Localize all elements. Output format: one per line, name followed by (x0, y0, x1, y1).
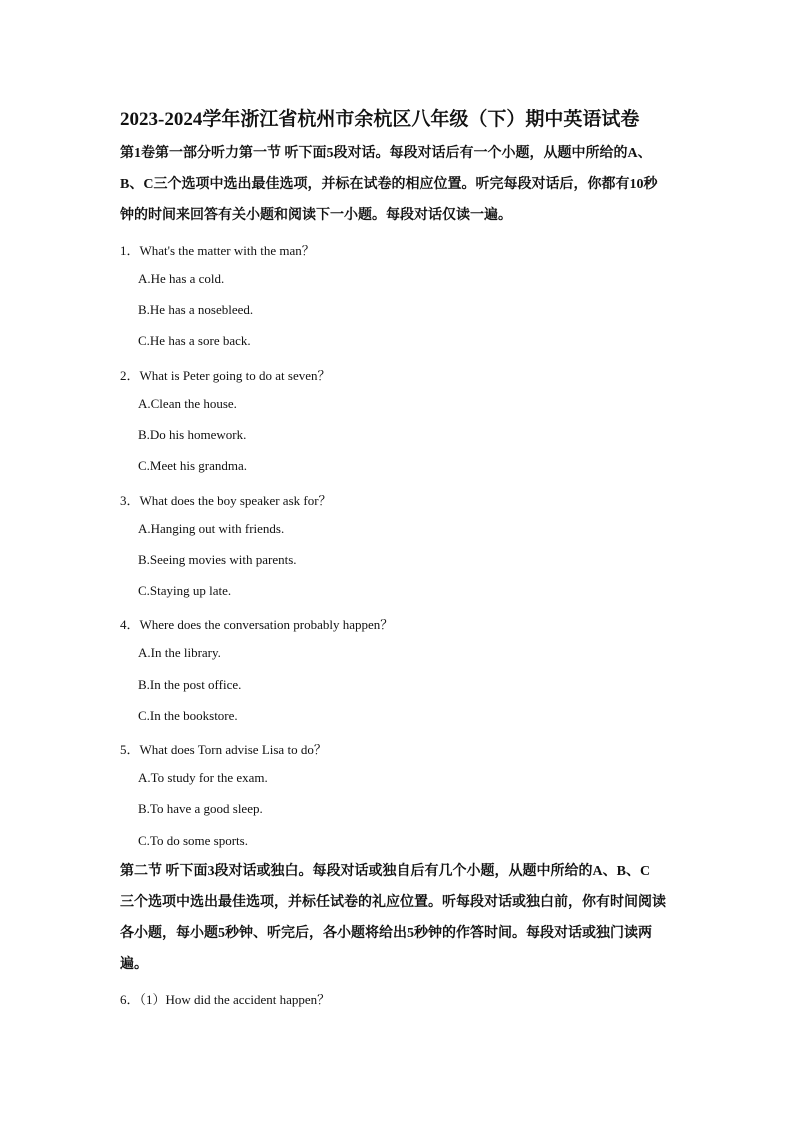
question-1-option-b: B.He has a nosebleed. (138, 302, 254, 317)
question-2-option-b: B.Do his homework. (138, 427, 247, 442)
instruction-line: 第二节 听下面3段对话或独白。每段对话或独自后有几个小题，从题中所给的A、B、C (120, 864, 651, 879)
instruction-line: B、C三个选项中选出最佳选项，并标在试卷的相应位置。听完每段对话后，你都有10秒 (120, 177, 658, 192)
question-5-option-c: C.To do some sports. (138, 833, 248, 848)
question-5: 5．What does Torn advise Lisa to do？ (120, 742, 327, 757)
question-2-option-a: A.Clean the house. (138, 396, 237, 411)
instruction-line: 三个选项中选出最佳选项，并标任试卷的礼应位置。听每段对话或独白前，你有时间阅读 (120, 895, 666, 910)
question-5-option-b: B.To have a good sleep. (138, 801, 263, 816)
instruction-line: 第1卷第一部分听力第一节 听下面5段对话。每段对话后有一个小题，从题中所给的A、 (120, 146, 652, 161)
section-1-instructions (120, 138, 676, 231)
question-1-option-c: C.He has a sore back. (138, 333, 251, 348)
question-3-option-a: A.Hanging out with friends. (138, 521, 285, 536)
question-2-option-c: C.Meet his grandma. (138, 458, 248, 473)
question-4: 4．Where does the conversation probably happen？ (120, 617, 394, 632)
question-3-option-b: B.Seeing movies with parents. (138, 552, 297, 567)
question-1: 1．What's the matter with the man？ (120, 243, 315, 258)
question-3: 3．What does the boy speaker ask for？ (120, 493, 332, 508)
instruction-line: 钟的时间来回答有关小题和阅读下一小题。每段对话仅读一遍。 (120, 208, 512, 223)
question-1-option-a: A.He has a cold. (138, 271, 225, 286)
question-5-option-a: A.To study for the exam. (138, 770, 268, 785)
instruction-line: 遍。 (120, 957, 148, 972)
question-4-option-c: C.In the bookstore. (138, 708, 238, 723)
question-4-option-a: A.In the library. (138, 645, 221, 660)
question-3-option-c: C.Staying up late. (138, 583, 232, 598)
document-title: 2023-2024学年浙江省杭州市余杭区八年级（下）期中英语试卷 (120, 109, 640, 130)
question-2: 2．What is Peter going to do at seven？ (120, 368, 331, 383)
question-4-option-b: B.In the post office. (138, 677, 242, 692)
instruction-line: 各小题，每小题5秒钟、听完后，各小题将给出5秒钟的作答时间。每段对话或独门读两 (120, 926, 652, 941)
question-6: 6．（1）How did the accident happen？ (120, 992, 331, 1007)
section-2-instructions (120, 856, 676, 980)
